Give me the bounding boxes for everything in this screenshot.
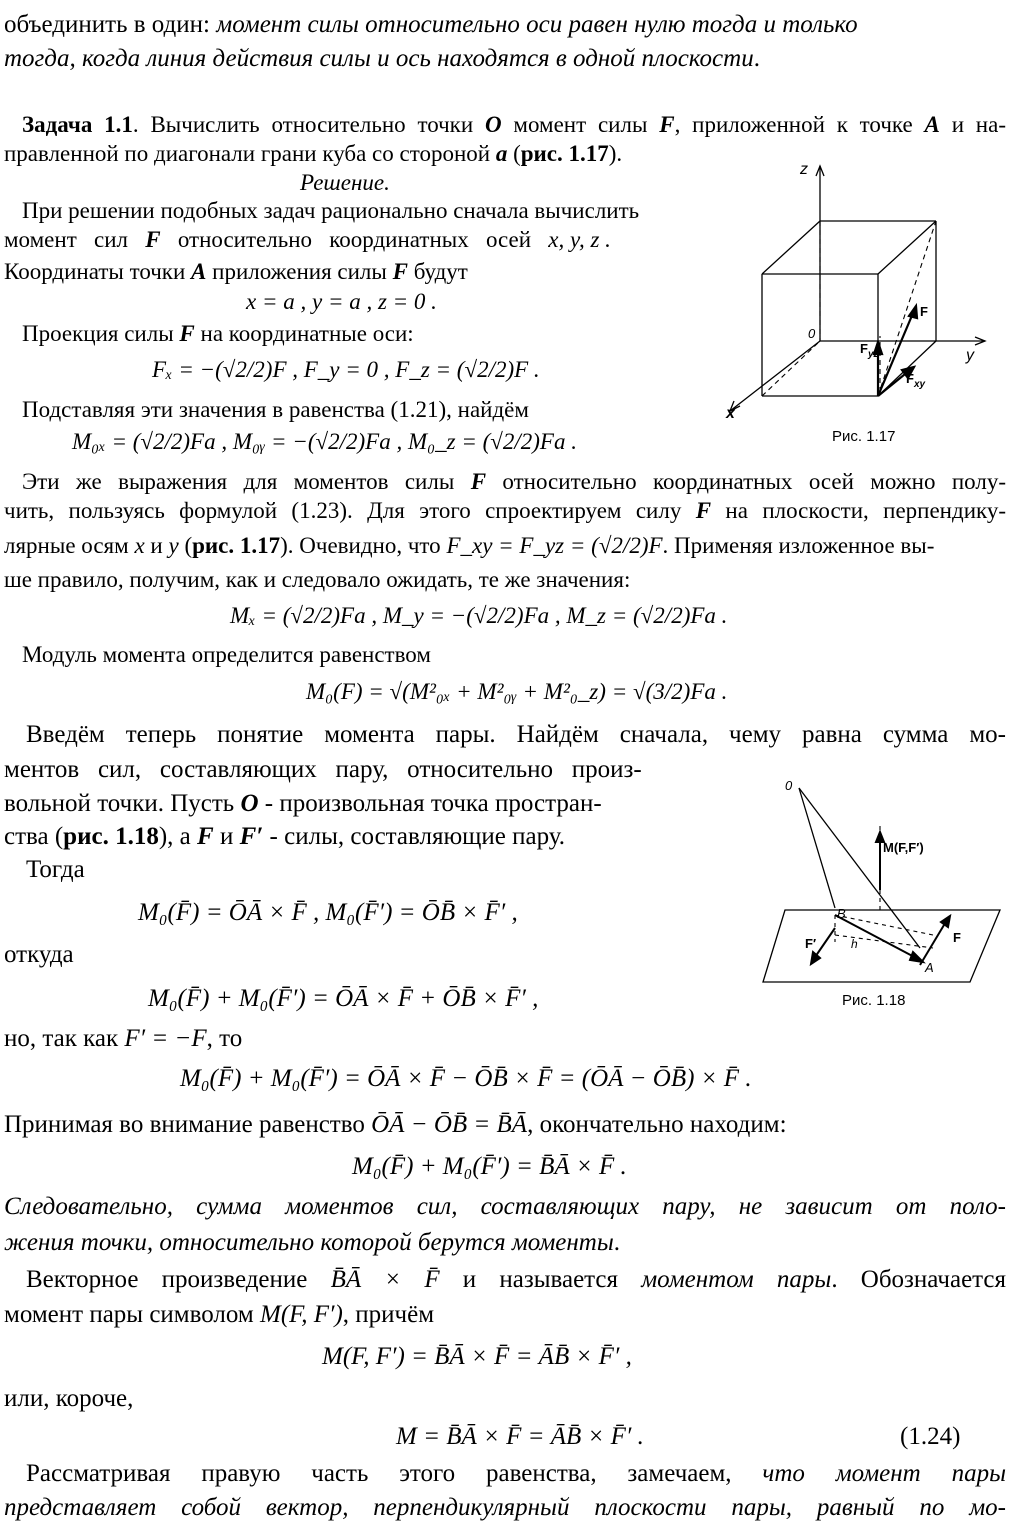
but-line	[4, 1024, 242, 1054]
projection-line	[22, 320, 414, 348]
task-text-c: , приложенной к точке	[674, 112, 925, 137]
p1-l2-b: относительно координатных осей	[160, 227, 549, 252]
p2-l2-f: F	[695, 498, 712, 523]
intro-italic-2: тогда, когда линия действия силы и ось находятся в одной плоскости	[4, 45, 754, 72]
task2-text-b: (	[507, 141, 521, 166]
taking-eq: ŌĀ − ŌB̄ = B̄Ā	[371, 1111, 528, 1138]
moment-xyz-formula: Mₓ = (√2/2)Fa , M_y = −(√2/2)Fa , M_z = (√2/2)Fa .	[230, 603, 728, 628]
p2-l3-e: . Применяя изложенное вы-	[662, 533, 935, 558]
vp-l1-a: Векторное произведение	[26, 1266, 331, 1293]
p3-l4-f-prime: F′	[239, 823, 264, 850]
task-force-f: F	[659, 112, 675, 137]
last-l1-a: Рассматривая правую часть этого равенства, замечаем,	[26, 1460, 763, 1487]
p2-l2-a: чить, пользуясь формулой (1.23). Для этого спроектируем силу	[4, 498, 696, 523]
then-word: Тогда	[26, 856, 85, 883]
intro-italic-1: момент силы относительно оси равен нулю тогда и только	[216, 11, 858, 38]
taking-b: , окончательно находим:	[527, 1111, 787, 1138]
label-fxy: $F_{xy}$	[906, 371, 926, 390]
task-point-a: A	[924, 112, 940, 137]
proj-f: F	[179, 321, 195, 346]
task-line-2	[4, 140, 622, 168]
substitute-line: Подставляя эти значения в равенства (1.21), найдём	[22, 397, 529, 422]
p2-l3-eq: F_xy = F_yz = (√2/2)F	[446, 533, 663, 558]
vp-l1-c: . Обозначается	[831, 1266, 1006, 1293]
last-line-1	[26, 1459, 1006, 1489]
p3-line-1: Введём теперь понятие момента пары. Найдём сначала, чему равна сумма мо-	[26, 721, 1006, 748]
fig118-label-b: B	[837, 906, 846, 921]
p2-l3-x: x	[134, 533, 145, 558]
p1-l3-force: F	[392, 259, 408, 284]
p3-l4-f: F	[197, 823, 214, 850]
conclusion-line-2	[4, 1228, 620, 1258]
coords-formula: x = a , y = a , z = 0 .	[246, 289, 437, 314]
intro-line-2	[4, 44, 760, 74]
intro-end: .	[753, 45, 760, 72]
conclusion-end: .	[613, 1229, 621, 1256]
task2-text-a: правленной по диагонали грани куба со стороной	[4, 141, 496, 166]
vp-l2-b: , причём	[342, 1301, 435, 1328]
p3-l4-a: ства (	[4, 823, 64, 850]
p3-l4-b: ), а	[158, 823, 197, 850]
force-f-couple	[920, 920, 947, 965]
fig118-label-h: h	[851, 937, 858, 951]
p2-l3-y: y	[168, 533, 179, 558]
p2-l1-f: F	[470, 469, 487, 494]
whence-word: откуда	[4, 941, 74, 968]
p2-l3-c: (	[178, 533, 193, 558]
p2-l1-a: Эти же выражения для моментов силы	[22, 469, 471, 494]
equation-1: M₀(F̄) = ŌĀ × F̄ , M₀(F̄′) = ŌB̄ × F̄′ ,	[138, 899, 518, 926]
p3-l4-d: - силы, составляющие пару.	[263, 823, 566, 850]
moment-axes-formula: M₀ₓ = (√2/2)Fa , M₀ᵧ = −(√2/2)Fa , M₀_z = (√2/2)Fa .	[72, 429, 577, 454]
p1-line-2	[4, 226, 611, 254]
task2-side-a: a	[495, 141, 508, 166]
p3-line-3	[4, 789, 602, 819]
line-oa	[799, 788, 920, 948]
p1-l2-a: момент сил	[4, 227, 146, 252]
taking-a: Принимая во внимание равенство	[4, 1111, 372, 1138]
p2-line-1	[22, 468, 1006, 496]
fig-1-18-caption: Рис. 1.18	[842, 992, 906, 1009]
label-origin: 0	[808, 326, 816, 341]
proj-b: на координатные оси:	[194, 321, 414, 346]
task-point-o: O	[484, 112, 502, 137]
vp-l1-eq: B̄Ā × F̄	[330, 1266, 440, 1293]
p1-line-1: При решении подобных задач рационально сначала вычислить	[22, 198, 640, 223]
line-ba	[835, 915, 920, 960]
p2-l3-fig: рис. 1.17	[192, 533, 281, 558]
p3-l4-fig: рис. 1.18	[63, 823, 159, 850]
x-axis	[730, 341, 820, 411]
but-a: но, так как	[4, 1025, 125, 1052]
p2-l3-a: лярные осям	[4, 533, 135, 558]
label-f: F	[920, 304, 928, 319]
force-projection-formula: Fₓ = −(√2/2)F , F_y = 0 , F_z = (√2/2)F .	[152, 357, 540, 382]
p3-l3-point: O	[240, 790, 259, 817]
p2-line-3	[4, 532, 934, 560]
p2-l2-b: на плоскости, перпендику-	[711, 498, 1007, 523]
fig118-label-o: 0	[785, 778, 793, 793]
p2-line-2	[4, 497, 1006, 525]
p1-l3-b: приложения силы	[206, 259, 393, 284]
fig118-label-f: F	[953, 930, 961, 945]
p2-l3-b: и	[144, 533, 169, 558]
task-label: Задача 1.1	[22, 112, 133, 137]
equation-2: M₀(F̄) + M₀(F̄′) = ŌĀ × F̄ + ŌB̄ × F̄′ ,	[148, 985, 539, 1012]
p2-line-4: ше правило, получим, как и следовало ожидать, те же значения:	[4, 567, 631, 592]
equation-number: (1.24)	[900, 1423, 961, 1450]
vp-l1-b: и называется	[439, 1266, 642, 1293]
p3-l3-a: вольной точки. Пусть	[4, 790, 241, 817]
equation-6: M = B̄Ā × F̄ = ĀB̄ × F̄′ .	[396, 1423, 644, 1450]
task-text-a: . Вычислить относительно точки	[132, 112, 485, 137]
p1-l2-f: F	[145, 227, 161, 252]
but-eq: F′ = −F	[124, 1025, 207, 1052]
p1-l2-axes: x, y, z .	[548, 227, 611, 252]
intro-plain: объединить в один:	[4, 11, 217, 38]
label-fyz: $F_{yz}$	[860, 341, 879, 360]
moment-modulus-formula: M₀(F) = √(M²₀ₓ + M²₀ᵧ + M²₀_z) = √(3/2)Fa .	[306, 679, 728, 704]
p1-l3-a: Координаты точки	[4, 259, 192, 284]
but-b: , то	[206, 1025, 243, 1052]
p3-l4-c: и	[213, 823, 240, 850]
equation-4: M₀(F̄) + M₀(F̄′) = B̄Ā × F̄ .	[352, 1153, 627, 1180]
p2-l3-d: ). Очевидно, что	[280, 533, 447, 558]
task-text-b: момент силы	[501, 112, 660, 137]
equation-3: M₀(F̄) + M₀(F̄′) = ŌĀ × F̄ − ŌB̄ × F̄ = (ŌĀ − ŌB̄) × F̄ .	[180, 1065, 752, 1092]
figure-1-17-cube	[720, 156, 1010, 431]
label-x: x	[726, 405, 735, 422]
solution-heading: Решение.	[300, 170, 390, 195]
vp-l2-a: момент пары символом	[4, 1301, 261, 1328]
label-y: y	[966, 347, 974, 364]
fig118-label-m: M(F,F′)	[883, 840, 924, 855]
p2-l1-b: относительно координатных осей можно полу-	[486, 469, 1006, 494]
task2-fig-ref: рис. 1.17	[520, 141, 609, 166]
last-line-2: представляет собой вектор, перпендикулярный плоскости пары, равный по мо-	[4, 1494, 1006, 1521]
line-ob	[799, 788, 835, 908]
conclusion-line-1: Следовательно, сумма моментов сил, составляющих пару, не зависит от поло-	[4, 1193, 1006, 1220]
p3-l3-b: - произвольная точка простран-	[258, 790, 602, 817]
vp-l2-symbol: M(F, F′)	[260, 1301, 343, 1328]
vp-l1-term: моментом пары	[641, 1266, 832, 1293]
task-line-1	[22, 111, 1006, 139]
p1-l3-c: будут	[407, 259, 468, 284]
last-l1-italic: что момент пары	[762, 1460, 1007, 1487]
p1-l3-point: A	[191, 259, 207, 284]
intro-line-1	[4, 10, 1006, 40]
taking-line	[4, 1110, 787, 1140]
equation-5: M(F, F′) = B̄Ā × F̄ = ĀB̄ × F̄′ ,	[322, 1343, 632, 1370]
or-short-line: или, короче,	[4, 1385, 134, 1412]
fig118-label-a: A	[925, 960, 934, 975]
task-text-d: и на-	[939, 112, 1006, 137]
modulus-line: Модуль момента определится равенством	[22, 642, 431, 667]
p3-line-4	[4, 822, 565, 852]
conclusion-italic: жения точки, относительно которой берутся моменты	[4, 1229, 614, 1256]
vp-line-1	[26, 1265, 1006, 1295]
task2-text-c: ).	[608, 141, 623, 166]
fig118-label-f-prime: F′	[805, 936, 817, 951]
p1-line-3	[4, 258, 468, 286]
fig-1-17-caption: Рис. 1.17	[832, 428, 896, 445]
figure-1-18-couple	[755, 770, 1010, 988]
proj-a: Проекция силы	[22, 321, 180, 346]
label-z: z	[800, 161, 808, 178]
p3-line-2: ментов сил, составляющих пару, относительно произ-	[4, 756, 642, 783]
couple-plane	[763, 910, 1000, 982]
vp-line-2	[4, 1300, 434, 1330]
